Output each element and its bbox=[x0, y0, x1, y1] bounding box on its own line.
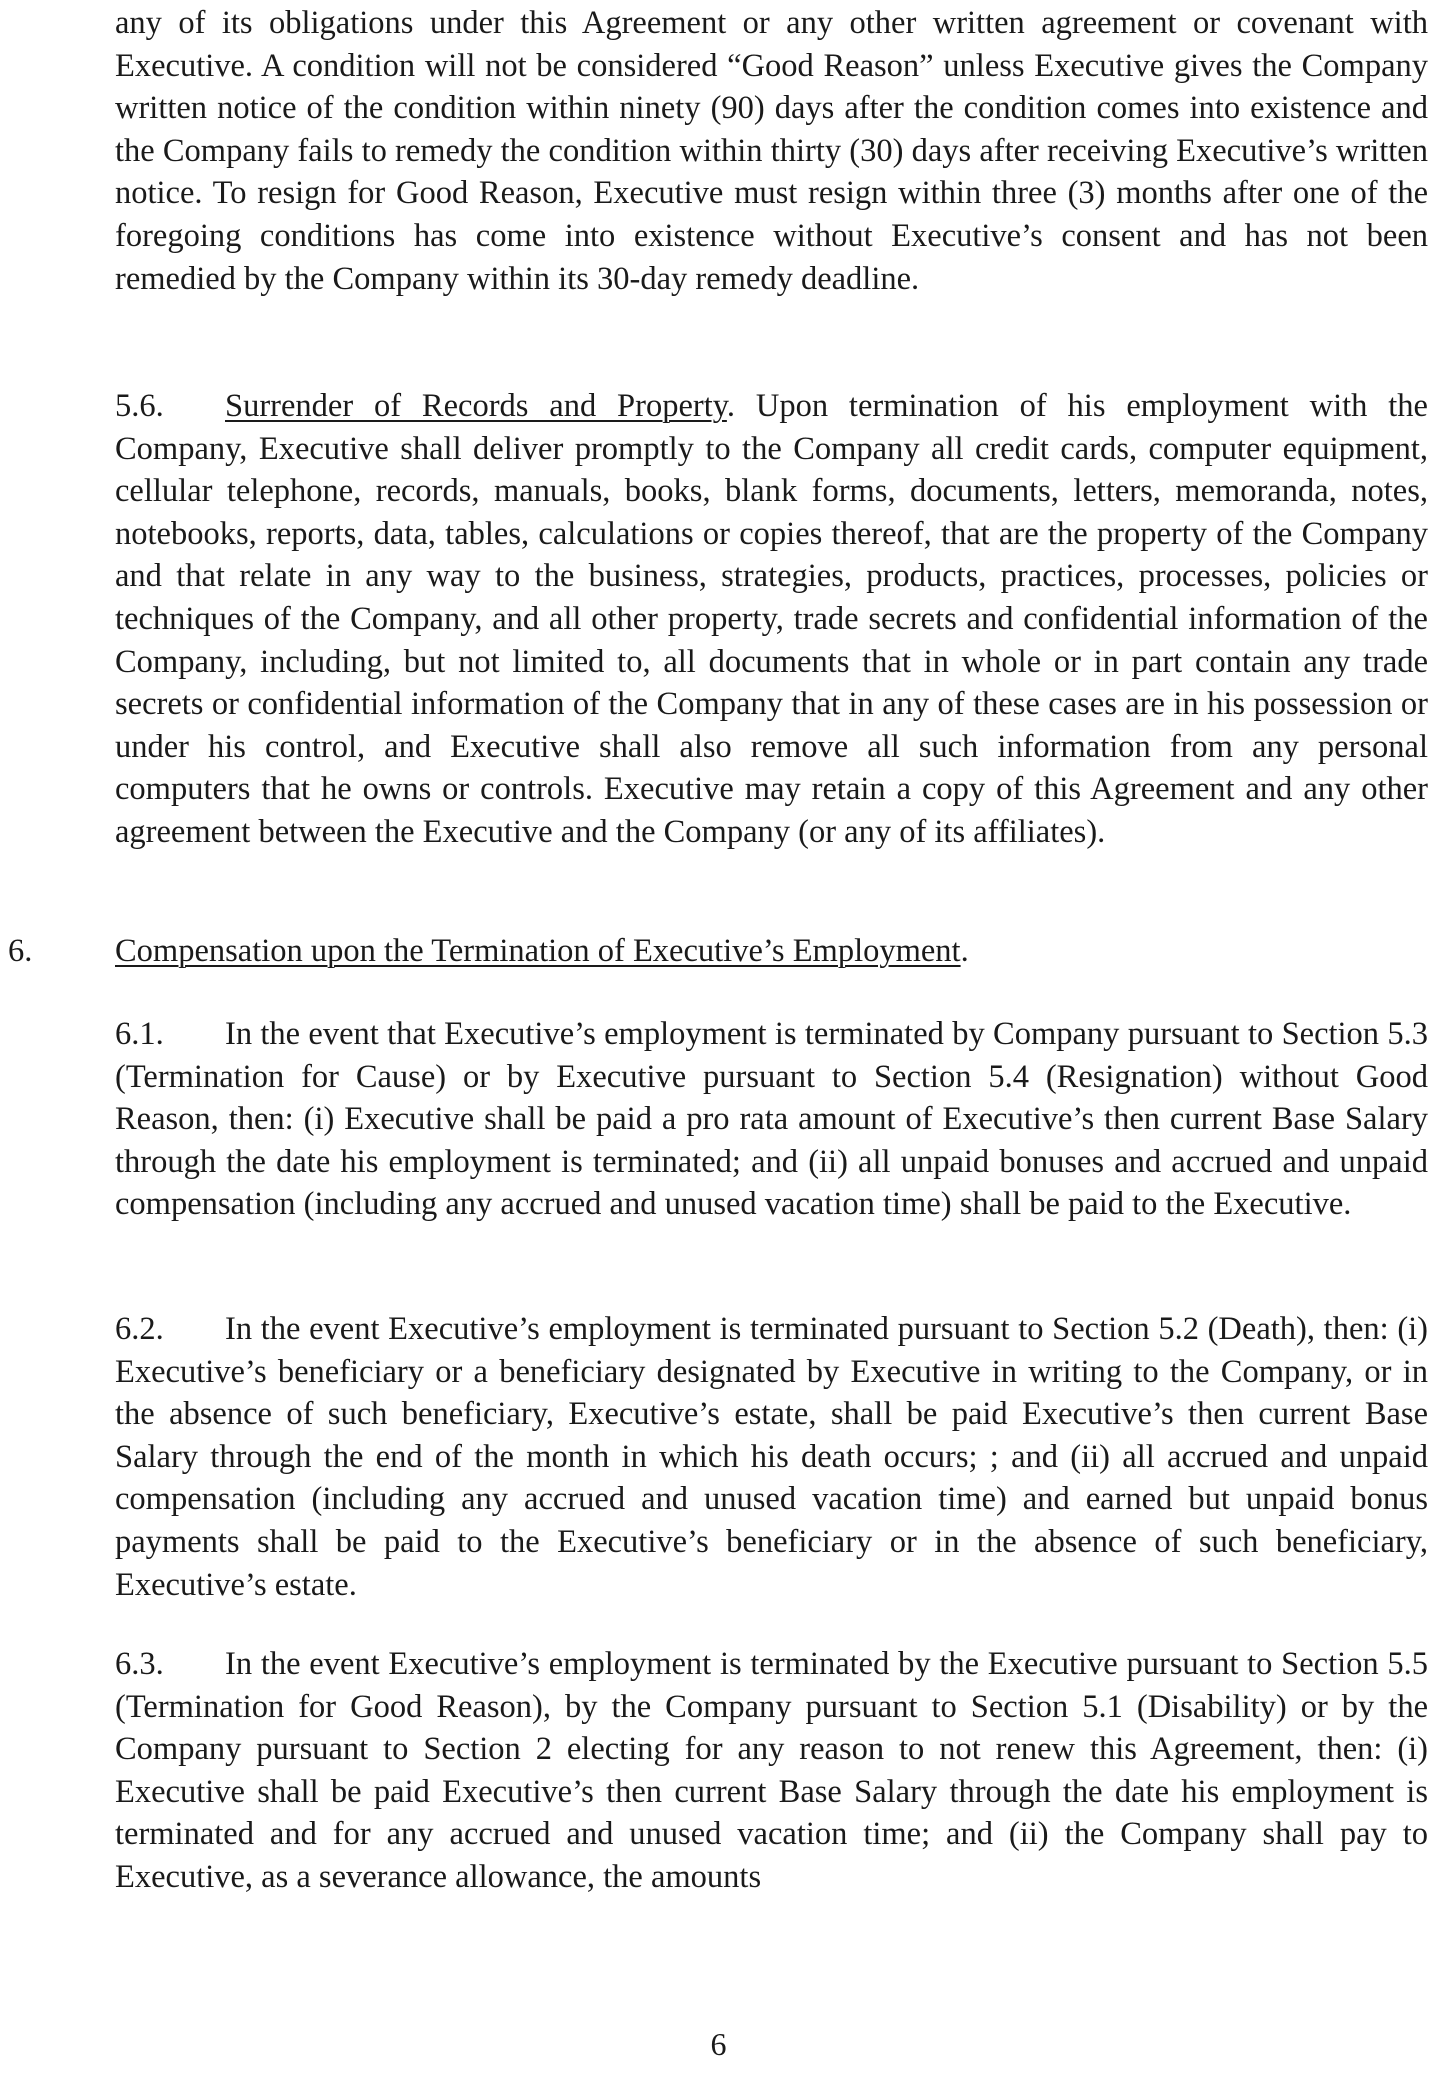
paragraph-good-reason-continued: any of its obligations under this Agreement or any other written agreement or covenant with Executive. A condition will not be considered “Good Reason” unless Executive gives the Company written notice of the condition within ninety (90) days after the condition comes into existence and the Company fails to remedy the condition within thirty (30) days after receiving Executive’s written notice. To resign for Good Reason, Executive must resign within three (3) months after one of the foregoing conditions has come into existence without Executive’s consent and has not been remedied by the Company within its 30-day remedy deadline. bbox=[115, 5, 1428, 297]
section-5-6-text: . Upon termination of his employment with the Company, Executive shall deliver promptly to the Company all credit cards, computer equipment, cellular telephone, records, manuals, books, blank forms, documents, letters, memoranda, notes, notebooks, reports, data, tables, calculations or copies thereof, that are the property of the Company and that relate in any way to the business, strategies, products, practices, processes, policies or techniques of the Company, and all other property, trade secrets and confidential information of the Company, including, but not limited to, all documents that in whole or in part contain any trade secrets or confidential information of the Company that in any of these cases are in his possession or under his control, and Executive shall also remove all such information from any personal computers that he owns or controls. Executive may retain a copy of this Agreement and any other agreement between the Executive and the Company (or any of its affiliates). bbox=[115, 388, 1428, 850]
section-6-3-number: 6.3. bbox=[115, 1646, 164, 1682]
section-6-2-text: In the event Executive’s employment is terminated pursuant to Section 5.2 (Death), then: (i) Executive’s beneficiary or a beneficiary designated by Executive in writing to the Company, or in the absence of such beneficiary, Executive’s estate, shall be paid Executive’s then current Base Salary through the end of the month in which his death occurs; ; and (ii) all accrued and unpaid compensation (including any accrued and unused vacation time) and earned but unpaid bonus payments shall be paid to the Executive’s beneficiary or in the absence of such beneficiary, Executive’s estate. bbox=[115, 1311, 1428, 1603]
section-6-2-paragraph bbox=[115, 1308, 1428, 1606]
section-6-1-number: 6.1. bbox=[115, 1016, 164, 1052]
section-6-number: 6. bbox=[8, 933, 33, 969]
section-6-heading: Compensation upon the Termination of Executive’s Employment bbox=[115, 933, 961, 969]
section-6-3-paragraph bbox=[115, 1643, 1428, 1899]
section-5-6-number: 5.6. bbox=[115, 388, 164, 424]
section-6-1-paragraph bbox=[115, 1013, 1428, 1226]
section-6-2-number: 6.2. bbox=[115, 1311, 164, 1347]
page-number: 6 bbox=[710, 2026, 727, 2062]
section-6-heading-period: . bbox=[960, 933, 969, 969]
section-6-3-text: In the event Executive’s employment is terminated by the Executive pursuant to Section 5.5 (Termination for Good Reason), by the Company pursuant to Section 5.1 (Disability) or by the Company pursuant to Section 2 electing for any reason to not renew this Agreement, then: (i) Executive shall be paid Executive’s then current Base Salary through the date his employment is terminated and for any accrued and unused vacation time; and (ii) the Company shall pay to Executive, as a severance allowance, the amounts bbox=[115, 1646, 1428, 1895]
section-5-6-paragraph bbox=[115, 385, 1428, 854]
section-5-6-heading: Surrender of Records and Property bbox=[225, 388, 727, 424]
section-6-1-text: In the event that Executive’s employment is terminated by Company pursuant to Section 5.3 (Termination for Cause) or by Executive pursuant to Section 5.4 (Resignation) without Good Reason, then: (i) Executive shall be paid a pro rata amount of Executive’s then current Base Salary through the date his employment is terminated; and (ii) all unpaid bonuses and accrued and unpaid compensation (including any accrued and unused vacation time) shall be paid to the Executive. bbox=[115, 1016, 1428, 1223]
section-6-heading-line bbox=[115, 930, 969, 973]
